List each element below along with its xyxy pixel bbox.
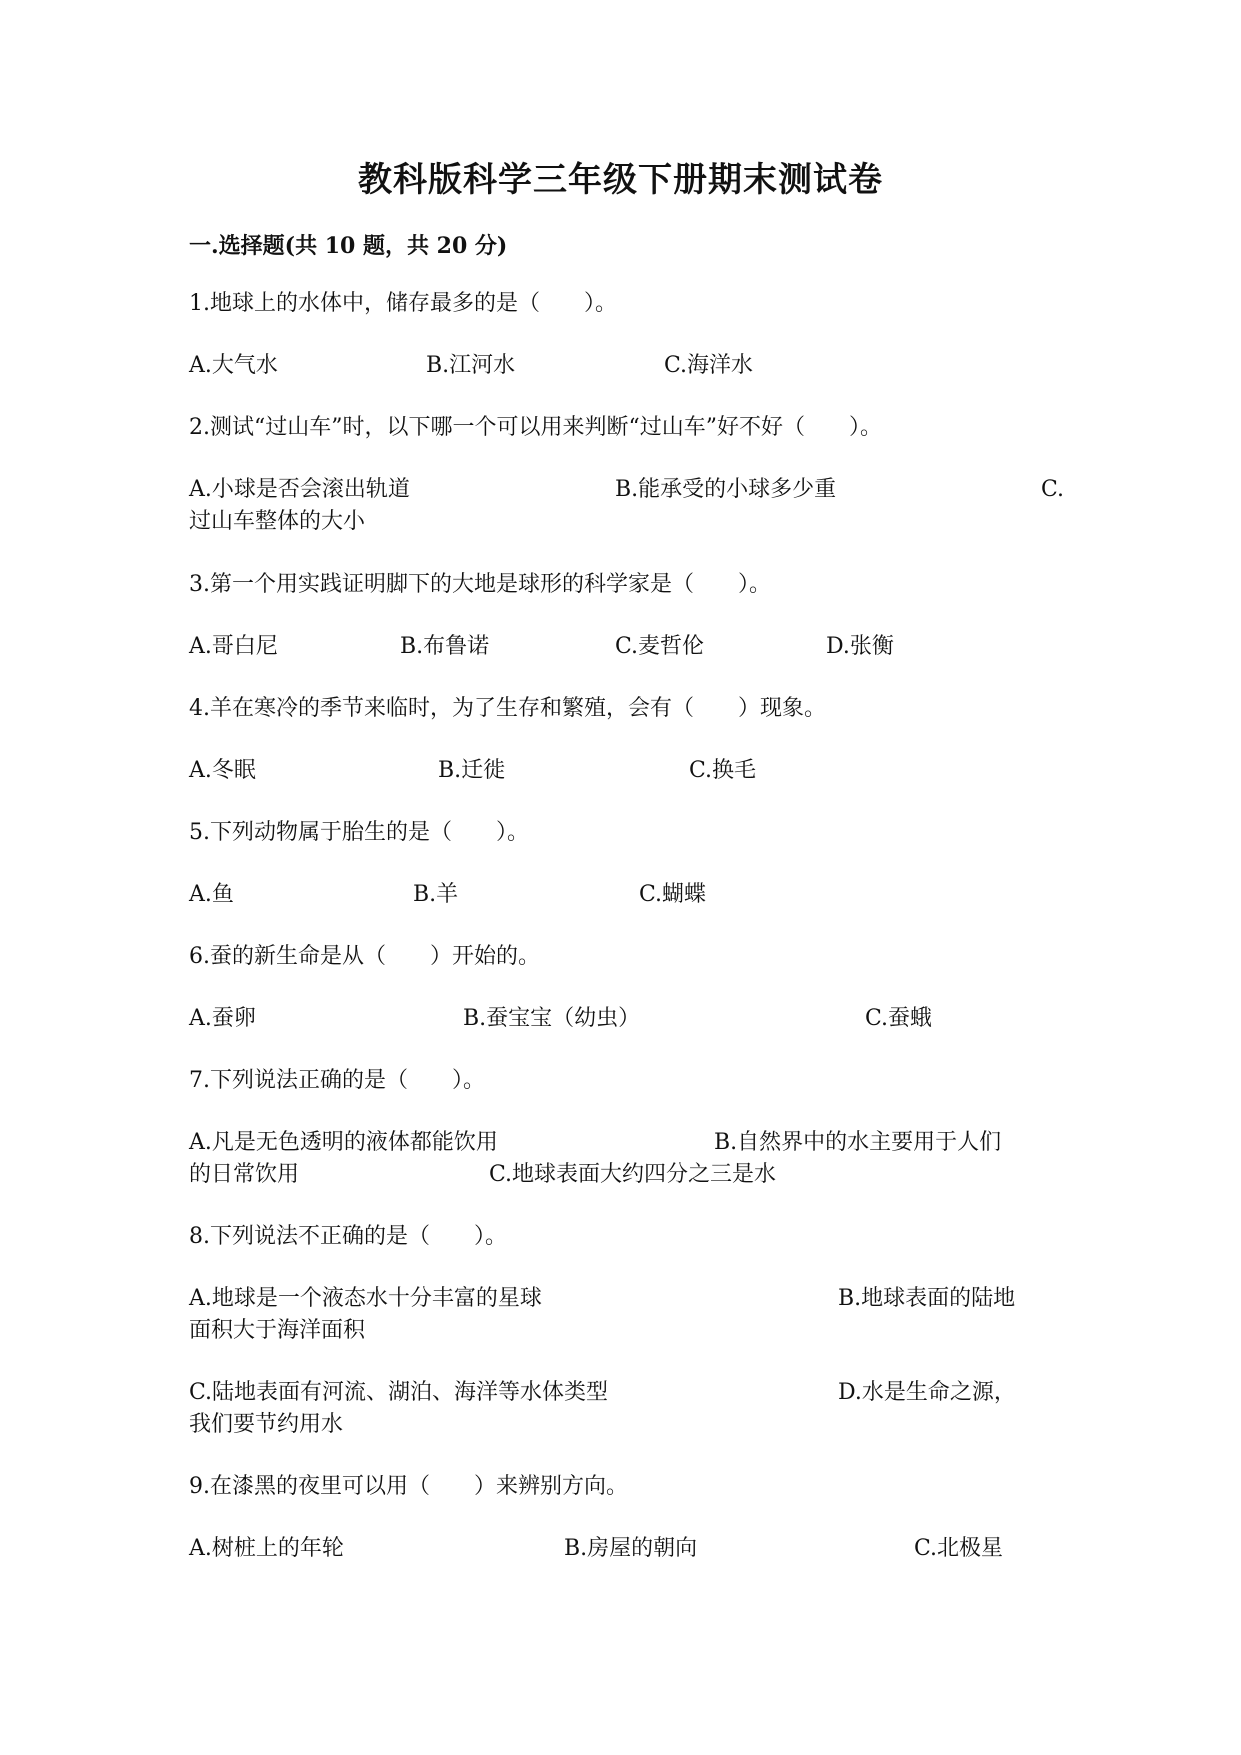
question-9-option-b: B.房屋的朝向 <box>564 1536 698 1561</box>
question-1-option-a: A.大气水 <box>189 353 278 378</box>
question-3-option-b: B.布鲁诺 <box>400 634 490 659</box>
question-9-option-a: A.树桩上的年轮 <box>189 1536 344 1561</box>
section-heading: 一.选择题(共 10 题，共 20 分) <box>189 233 508 259</box>
question-8-option-a: A.地球是一个液态水十分丰富的星球 <box>189 1286 542 1311</box>
question-5-option-b: B.羊 <box>413 882 459 907</box>
question-5-option-c: C.蝴蝶 <box>639 882 707 907</box>
question-5-stem: 5.下列动物属于胎生的是（ ）。 <box>189 820 529 845</box>
question-8-option-b-cont: 面积大于海洋面积 <box>189 1318 366 1343</box>
question-6-stem: 6.蚕的新生命是从（ ）开始的。 <box>189 944 540 969</box>
question-9-option-c: C.北极星 <box>914 1536 1004 1561</box>
question-8-option-b: B.地球表面的陆地 <box>838 1286 1016 1311</box>
question-6-option-a: A.蚕卵 <box>189 1006 256 1031</box>
page-title: 教科版科学三年级下册期末测试卷 <box>358 160 883 200</box>
question-3-stem: 3.第一个用实践证明脚下的大地是球形的科学家是（ ）。 <box>189 572 771 597</box>
question-2-option-a: A.小球是否会滚出轨道 <box>189 477 410 502</box>
question-8-option-d: D.水是生命之源， <box>838 1380 1016 1405</box>
question-6-option-c: C.蚕蛾 <box>865 1006 933 1031</box>
question-7-option-a: A.凡是无色透明的液体都能饮用 <box>189 1130 498 1155</box>
question-7-option-b-cont: 的日常饮用 <box>189 1162 300 1187</box>
question-3-option-c: C.麦哲伦 <box>615 634 705 659</box>
question-4-option-c: C.换毛 <box>689 758 757 783</box>
question-2-option-b: B.能承受的小球多少重 <box>615 477 837 502</box>
question-2-stem: 2.测试“过山车”时，以下哪一个可以用来判断“过山车”好不好（ ）。 <box>189 415 882 440</box>
question-1-stem: 1.地球上的水体中，储存最多的是（ ）。 <box>189 291 617 316</box>
question-4-stem: 4.羊在寒冷的季节来临时，为了生存和繁殖，会有（ ）现象。 <box>189 696 826 721</box>
question-1-option-b: B.江河水 <box>426 353 516 378</box>
question-2-option-c-text: 过山车整体的大小 <box>189 509 366 534</box>
question-8-option-c: C.陆地表面有河流、湖泊、海洋等水体类型 <box>189 1380 609 1405</box>
question-5-option-a: A.鱼 <box>189 882 234 907</box>
question-8-stem: 8.下列说法不正确的是（ ）。 <box>189 1224 507 1249</box>
question-2-option-c: C. <box>1041 477 1065 502</box>
question-9-stem: 9.在漆黑的夜里可以用（ ）来辨别方向。 <box>189 1474 628 1499</box>
question-7-option-c: C.地球表面大约四分之三是水 <box>489 1162 777 1187</box>
question-6-option-b: B.蚕宝宝（幼虫） <box>463 1006 641 1031</box>
question-4-option-a: A.冬眠 <box>189 758 256 783</box>
question-8-option-d-cont: 我们要节约用水 <box>189 1412 344 1437</box>
question-7-stem: 7.下列说法正确的是（ ）。 <box>189 1068 485 1093</box>
question-4-option-b: B.迁徙 <box>438 758 506 783</box>
question-1-option-c: C.海洋水 <box>664 353 754 378</box>
question-7-option-b: B.自然界中的水主要用于人们 <box>714 1130 1002 1155</box>
question-3-option-d: D.张衡 <box>826 634 894 659</box>
question-3-option-a: A.哥白尼 <box>189 634 278 659</box>
